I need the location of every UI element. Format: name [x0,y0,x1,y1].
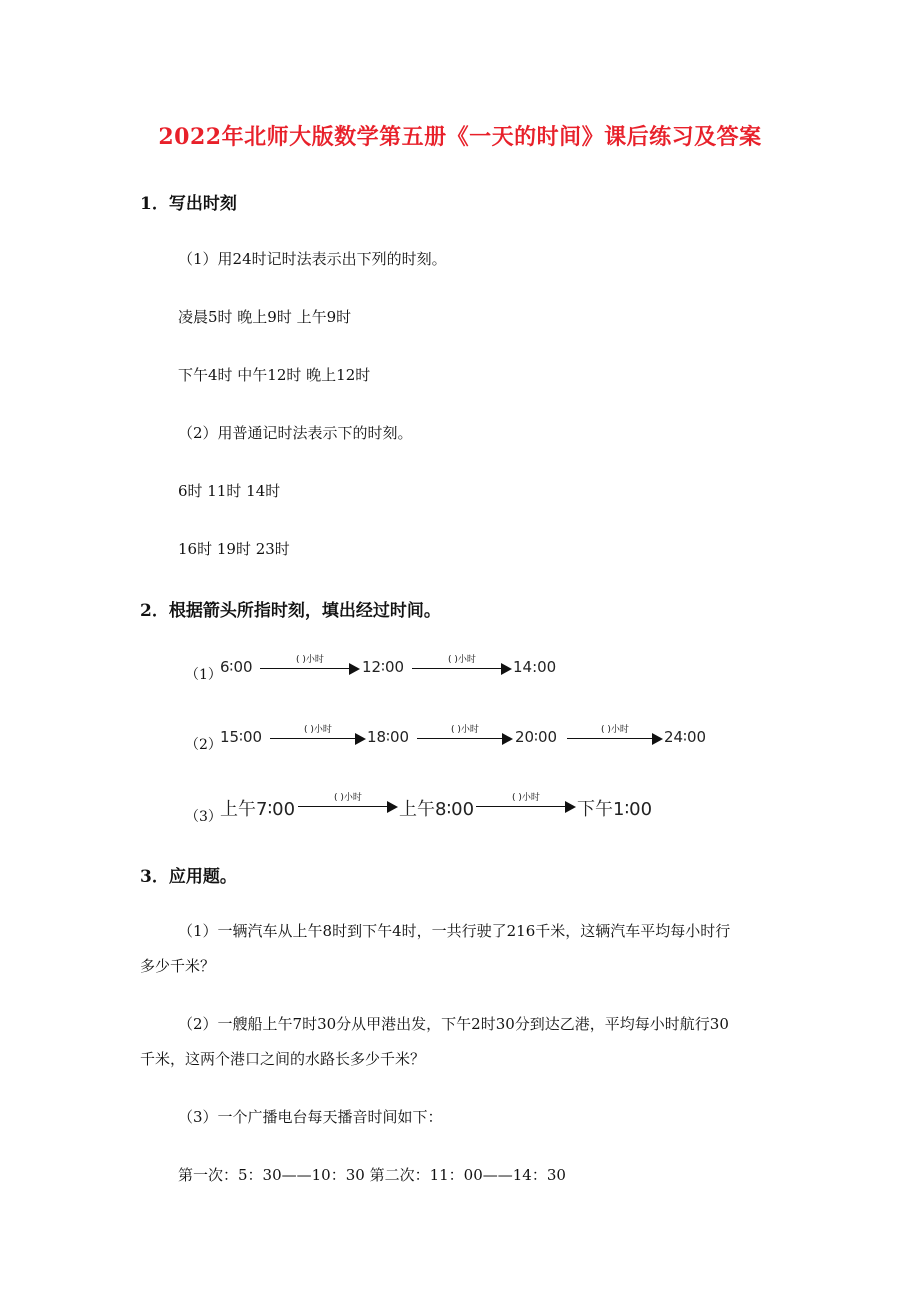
duration-blank: ( )小时 [296,655,324,665]
duration-blank: ( )小时 [601,725,629,735]
q1-row2: 下午4时 中午12时 晚上12时 [178,366,371,384]
duration-arrow [298,793,398,816]
duration-blank: ( )小时 [512,793,540,803]
q2-row1-label: （1） [185,667,222,683]
q3-problem2-line1: （2）一艘船上午7时30分从甲港出发，下午2时30分到达乙港，平均每小时航行30 [178,1015,729,1033]
duration-blank: ( )小时 [448,655,476,665]
q1-row1: 凌晨5时 晚上9时 上午9时 [178,308,352,326]
time-label: 18∶00 [367,728,410,746]
time-label: 14:00 [513,658,557,676]
q3-problem3: （3）一个广播电台每天播音时间如下： [178,1108,443,1126]
q1-heading: 1．写出时刻 [140,194,237,214]
time-label: 20∶00 [515,728,558,746]
q1-part1: （1）用24时记时法表示出下列的时刻。 [178,250,447,268]
page-title: 2022年北师大版数学第五册《一天的时间》课后练习及答案 [158,124,762,150]
q3-problem1-line1: （1）一辆汽车从上午8时到下午4时，一共行驶了216千米，这辆汽车平均每小时行 [178,922,731,940]
q3-heading: 3．应用题。 [140,867,237,887]
q1-row3: 6时 11时 14时 [178,482,281,500]
time-label: 上午7∶00 [220,799,296,820]
duration-blank: ( )小时 [334,793,362,803]
q2-row3-label: （3） [185,809,222,825]
q3-problem1-line2: 多少千米？ [140,957,216,975]
duration-arrow [270,725,366,748]
time-label: 15∶00 [220,728,263,746]
q2-row2-label: （2） [185,737,222,753]
duration-blank: ( )小时 [304,725,332,735]
time-label: 24∶00 [664,728,707,746]
duration-arrow [476,793,576,816]
time-label: 上午8∶00 [399,799,475,820]
q1-row4: 16时 19时 23时 [178,540,290,558]
time-label: 12∶00 [362,658,405,676]
q1-part2: （2）用普通记时法表示下的时刻。 [178,424,413,442]
duration-arrow [417,725,513,748]
q2-heading: 2．根据箭头所指时刻，填出经过时间。 [140,601,441,621]
time-label: 下午1∶00 [577,799,653,820]
time-label: 6∶00 [220,658,253,676]
duration-blank: ( )小时 [451,725,479,735]
duration-arrow [567,725,663,748]
duration-arrow [412,655,512,678]
duration-arrow [260,655,360,678]
q3-schedule: 第一次：5：30——10：30 第二次：11：00——14：30 [178,1166,566,1184]
q3-problem2-line2: 千米，这两个港口之间的水路长多少千米？ [140,1050,426,1068]
